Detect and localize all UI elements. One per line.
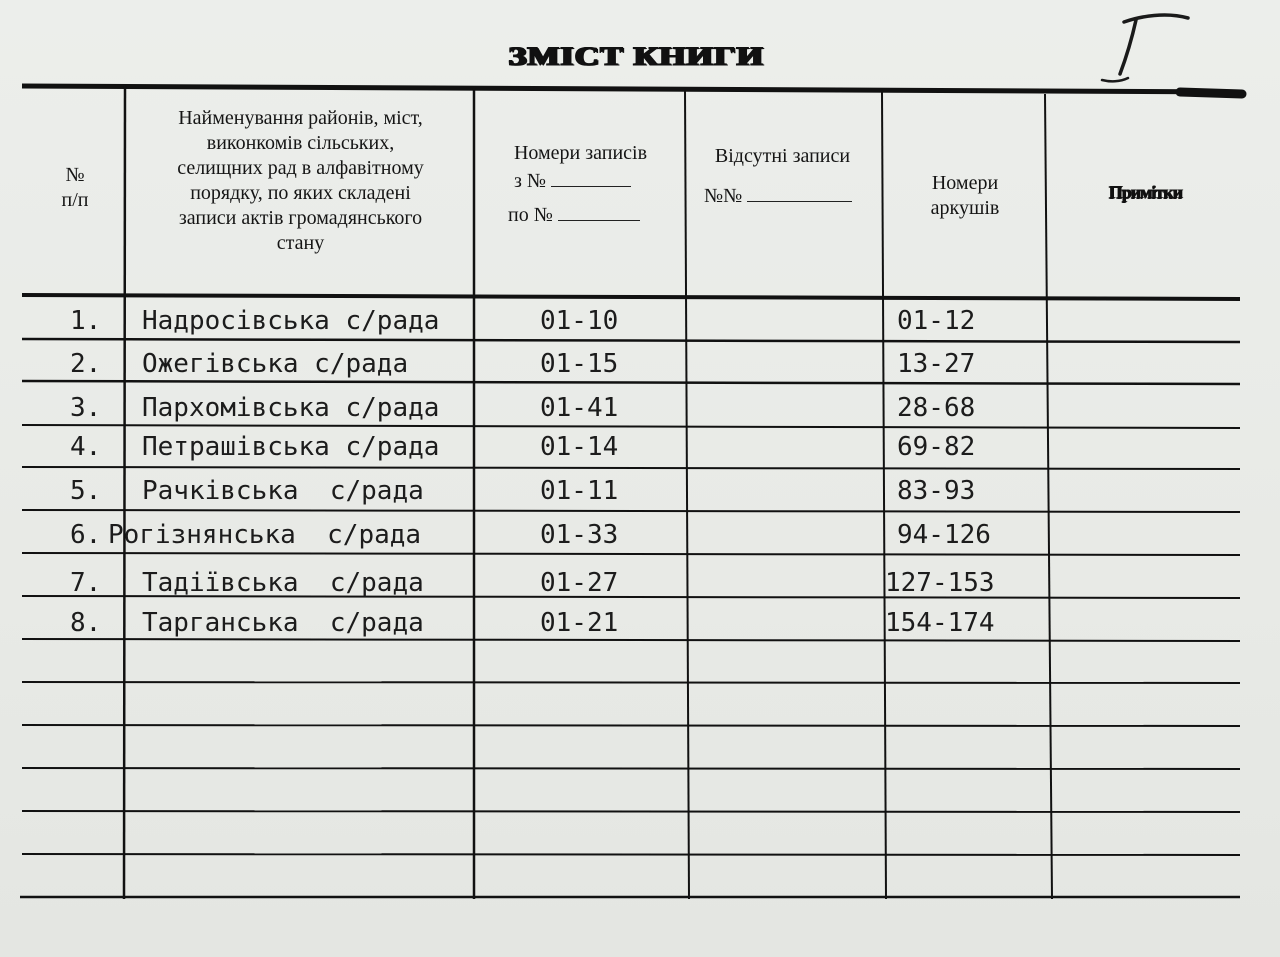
table-row	[0, 432, 1280, 472]
header-name-line: стану	[276, 232, 325, 254]
row-name: Тарганська с/рада	[142, 608, 424, 638]
row-records: 01-21	[540, 608, 619, 638]
row-sheets: 69-82	[897, 432, 976, 462]
row-number: 3.	[70, 393, 102, 423]
blank-line	[558, 202, 640, 221]
row-name: Надросівська с/рада	[142, 306, 440, 336]
header-records-to: по №	[508, 204, 553, 226]
header-name	[128, 106, 473, 256]
row-sheets: 83-93	[897, 476, 976, 506]
row-records: 01-41	[540, 393, 619, 423]
table-row	[0, 393, 1280, 433]
blank-line	[551, 168, 631, 187]
row-sheets: 154-174	[885, 608, 995, 638]
header-missing	[690, 142, 875, 210]
table-row	[0, 476, 1280, 516]
row-number: 8.	[70, 608, 102, 638]
row-sheets: 94-126	[897, 520, 991, 550]
row-name: Петрашівська с/рада	[142, 432, 440, 462]
blank-line	[747, 183, 852, 202]
row-sheets: 01-12	[897, 306, 976, 336]
row-records: 01-14	[540, 432, 619, 462]
row-name: Тадіївська с/рада	[142, 568, 424, 598]
row-name: Рачківська с/рада	[142, 476, 424, 506]
row-number: 1.	[70, 306, 102, 336]
row-sheets: 127-153	[885, 568, 995, 598]
header-name-line: порядку, по яких складені	[190, 182, 411, 204]
row-name: Ожегівська с/рада	[142, 349, 409, 379]
page-title: ЗМІСТ КНИГИ	[507, 42, 763, 71]
row-number: 5.	[70, 476, 102, 506]
header-records	[478, 139, 683, 229]
header-sheets	[885, 171, 1045, 221]
header-num-label: №	[65, 164, 85, 186]
row-number: 7.	[70, 568, 102, 598]
header-missing-nums: №№	[704, 185, 743, 207]
header-name-line: виконкомів сільських,	[206, 132, 395, 154]
header-num-sublabel: п/п	[61, 189, 89, 211]
row-records: 01-33	[540, 520, 619, 550]
row-records: 01-15	[540, 349, 619, 379]
row-number: 4.	[70, 432, 102, 462]
header-records-from: з №	[514, 170, 546, 192]
table-row	[0, 608, 1280, 648]
table-row	[0, 349, 1280, 389]
row-records: 01-27	[540, 568, 619, 598]
header-remarks: Примітки	[1108, 182, 1182, 202]
row-number: 2.	[70, 349, 102, 379]
header-sheets-line: Номери	[931, 172, 999, 194]
row-number: 6.	[70, 520, 102, 550]
header-name-line: записи актів громадянського	[178, 207, 423, 229]
row-records: 01-10	[540, 306, 619, 336]
table-row	[0, 568, 1280, 608]
table-row	[0, 520, 1280, 560]
header-name-line: Найменування районів, міст,	[178, 107, 423, 129]
row-sheets: 13-27	[897, 349, 976, 379]
row-name: Пархомівська с/рада	[142, 393, 440, 423]
table-row	[0, 306, 1280, 346]
header-num	[40, 163, 110, 213]
header-records-title: Номери записів	[513, 142, 648, 164]
header-name-line: селищних рад в алфавітному	[177, 157, 424, 179]
header-sheets-line: аркушів	[930, 197, 1000, 219]
row-records: 01-11	[540, 476, 619, 506]
row-name: Рогізнянська с/рада	[108, 520, 422, 550]
row-sheets: 28-68	[897, 393, 976, 423]
header-missing-title: Відсутні записи	[714, 145, 851, 167]
